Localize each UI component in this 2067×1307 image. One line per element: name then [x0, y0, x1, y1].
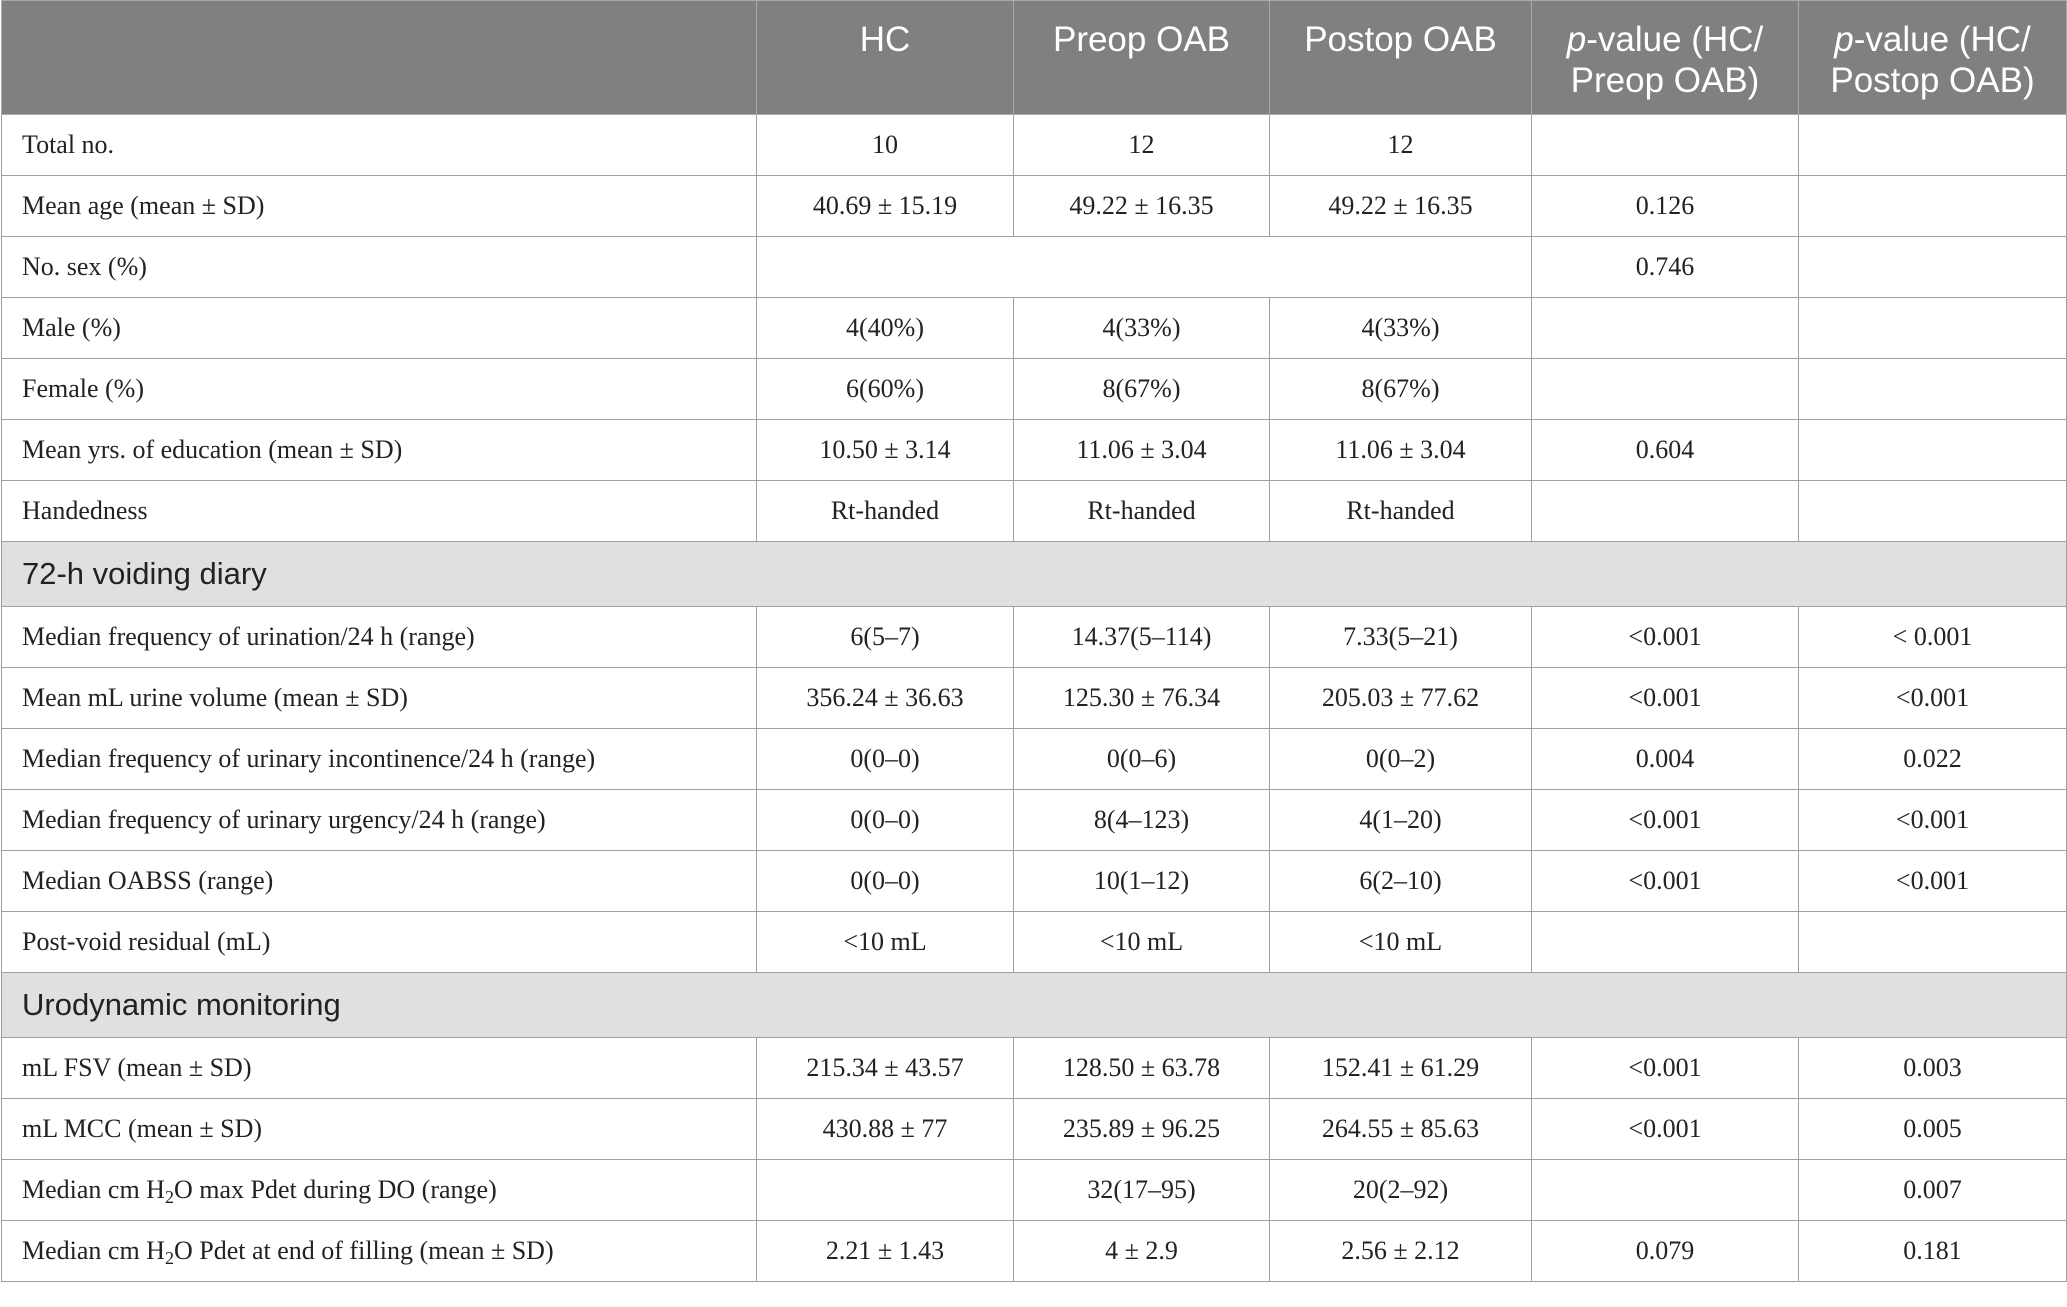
table-row	[2, 298, 2067, 359]
row-label: No. sex (%)	[2, 237, 757, 298]
table-row	[2, 1099, 2067, 1160]
cell-p-preop: 0.079	[1532, 1221, 1799, 1282]
cell-p-postop: <0.001	[1799, 790, 2067, 851]
cell-hc: Rt-handed	[757, 481, 1014, 542]
header-p1-line2: Preop OAB)	[1570, 61, 1760, 100]
cell-p-preop: <0.001	[1532, 790, 1799, 851]
header-row	[2, 1, 2067, 115]
clinical-characteristics-table	[1, 0, 2067, 1282]
cell-p-postop: 0.022	[1799, 729, 2067, 790]
cell-p-preop	[1532, 359, 1799, 420]
cell-postop: 0(0–2)	[1270, 729, 1532, 790]
cell-p-preop: <0.001	[1532, 607, 1799, 668]
cell-preop: 4(33%)	[1014, 298, 1270, 359]
cell-postop: 49.22 ± 16.35	[1270, 176, 1532, 237]
cell-p-preop: 0.604	[1532, 420, 1799, 481]
cell-preop: <10 mL	[1014, 912, 1270, 973]
cell-p-postop: 0.003	[1799, 1038, 2067, 1099]
cell-preop: 32(17–95)	[1014, 1160, 1270, 1221]
label-part: Median cm H	[22, 1175, 165, 1204]
cell-postop: 2.56 ± 2.12	[1270, 1221, 1532, 1282]
cell-p-postop: < 0.001	[1799, 607, 2067, 668]
row-label: Male (%)	[2, 298, 757, 359]
cell-p-preop	[1532, 298, 1799, 359]
cell-p-postop	[1799, 420, 2067, 481]
cell-p-preop	[1532, 481, 1799, 542]
cell-p-preop: <0.001	[1532, 1038, 1799, 1099]
header-postop-oab: Postop OAB	[1270, 1, 1532, 115]
table-row	[2, 420, 2067, 481]
cell-preop: 8(4–123)	[1014, 790, 1270, 851]
cell-preop: 11.06 ± 3.04	[1014, 420, 1270, 481]
cell-preop: 10(1–12)	[1014, 851, 1270, 912]
cell-p-postop	[1799, 237, 2067, 298]
row-label: Handedness	[2, 481, 757, 542]
cell-postop: 20(2–92)	[1270, 1160, 1532, 1221]
cell-preop: 4 ± 2.9	[1014, 1221, 1270, 1282]
cell-preop: 14.37(5–114)	[1014, 607, 1270, 668]
cell-preop: Rt-handed	[1014, 481, 1270, 542]
cell-p-postop	[1799, 359, 2067, 420]
cell-p-postop: <0.001	[1799, 668, 2067, 729]
cell-hc: 0(0–0)	[757, 790, 1014, 851]
cell-postop: 12	[1270, 115, 1532, 176]
cell-hc: 6(5–7)	[757, 607, 1014, 668]
cell-hc: 215.34 ± 43.57	[757, 1038, 1014, 1099]
row-label: mL MCC (mean ± SD)	[2, 1099, 757, 1160]
cell-p-postop	[1799, 115, 2067, 176]
cell-postop: 205.03 ± 77.62	[1270, 668, 1532, 729]
table-row	[2, 115, 2067, 176]
row-label: Mean mL urine volume (mean ± SD)	[2, 668, 757, 729]
header-preop-oab: Preop OAB	[1014, 1, 1270, 115]
table-row	[2, 237, 2067, 298]
table-row	[2, 1038, 2067, 1099]
cell-p-preop: <0.001	[1532, 1099, 1799, 1160]
header-blank	[2, 1, 757, 115]
table-row	[2, 1221, 2067, 1282]
cell-p-postop: <0.001	[1799, 851, 2067, 912]
cell-postop: 8(67%)	[1270, 359, 1532, 420]
cell-p-preop: <0.001	[1532, 851, 1799, 912]
row-label: Female (%)	[2, 359, 757, 420]
section-header-voiding-diary	[2, 542, 2067, 607]
row-label: mL FSV (mean ± SD)	[2, 1038, 757, 1099]
cell-hc: 10	[757, 115, 1014, 176]
cell-preop: 49.22 ± 16.35	[1014, 176, 1270, 237]
cell-hc: 10.50 ± 3.14	[757, 420, 1014, 481]
header-p1-line1: -value (HC/	[1586, 20, 1764, 59]
cell-preop: 12	[1014, 115, 1270, 176]
cell-p-postop	[1799, 481, 2067, 542]
cell-p-postop: 0.181	[1799, 1221, 2067, 1282]
cell-p-postop	[1799, 176, 2067, 237]
subscript-2: 2	[164, 1187, 174, 1207]
header-p2-line1: -value (HC/	[1853, 20, 2031, 59]
row-label: Mean yrs. of education (mean ± SD)	[2, 420, 757, 481]
subscript-2: 2	[164, 1248, 174, 1268]
table-row	[2, 359, 2067, 420]
cell-hc: 0(0–0)	[757, 851, 1014, 912]
cell-postop: 11.06 ± 3.04	[1270, 420, 1532, 481]
header-p-value-hc-postop	[1799, 1, 2067, 115]
cell-preop: 8(67%)	[1014, 359, 1270, 420]
table-row	[2, 668, 2067, 729]
cell-hc: <10 mL	[757, 912, 1014, 973]
row-label	[2, 1160, 757, 1221]
cell-p-preop: 0.004	[1532, 729, 1799, 790]
cell-p-preop: 0.126	[1532, 176, 1799, 237]
cell-postop: Rt-handed	[1270, 481, 1532, 542]
cell-p-postop: 0.007	[1799, 1160, 2067, 1221]
section-header-urodynamic-monitoring	[2, 973, 2067, 1038]
table-row	[2, 1160, 2067, 1221]
cell-postop: 7.33(5–21)	[1270, 607, 1532, 668]
label-part: Median cm H	[22, 1236, 165, 1265]
table-row	[2, 607, 2067, 668]
cell-p-preop	[1532, 115, 1799, 176]
row-label: Median frequency of urinary urgency/24 h (range)	[2, 790, 757, 851]
table-row	[2, 912, 2067, 973]
cell-postop: 4(1–20)	[1270, 790, 1532, 851]
header-p-value-hc-preop	[1532, 1, 1799, 115]
table-row	[2, 790, 2067, 851]
cell-postop: 4(33%)	[1270, 298, 1532, 359]
cell-p-preop: 0.746	[1532, 237, 1799, 298]
cell-p-postop: 0.005	[1799, 1099, 2067, 1160]
row-label: Median OABSS (range)	[2, 851, 757, 912]
cell-postop: <10 mL	[1270, 912, 1532, 973]
cell-p-preop	[1532, 912, 1799, 973]
cell-preop: 128.50 ± 63.78	[1014, 1038, 1270, 1099]
row-label: Median frequency of urinary incontinence/24 h (range)	[2, 729, 757, 790]
cell-hc: 6(60%)	[757, 359, 1014, 420]
cell-p-postop	[1799, 912, 2067, 973]
header-hc: HC	[757, 1, 1014, 115]
cell-hc: 2.21 ± 1.43	[757, 1221, 1014, 1282]
row-label: Median frequency of urination/24 h (range)	[2, 607, 757, 668]
cell-postop: 152.41 ± 61.29	[1270, 1038, 1532, 1099]
label-part: O max Pdet during DO (range)	[173, 1175, 497, 1204]
row-label: Mean age (mean ± SD)	[2, 176, 757, 237]
label-part: O Pdet at end of filling (mean ± SD)	[173, 1236, 554, 1265]
cell-hc	[757, 1160, 1014, 1221]
cell-postop: 6(2–10)	[1270, 851, 1532, 912]
header-p2-line2: Postop OAB)	[1830, 61, 2035, 100]
cell-hc: 4(40%)	[757, 298, 1014, 359]
cell-hc: 430.88 ± 77	[757, 1099, 1014, 1160]
cell-hc: 40.69 ± 15.19	[757, 176, 1014, 237]
cell-merged-empty	[757, 237, 1532, 298]
p-italic: p	[1834, 20, 1854, 59]
p-italic: p	[1566, 20, 1587, 59]
cell-p-preop	[1532, 1160, 1799, 1221]
table-row	[2, 851, 2067, 912]
table-row	[2, 176, 2067, 237]
cell-hc: 356.24 ± 36.63	[757, 668, 1014, 729]
cell-preop: 125.30 ± 76.34	[1014, 668, 1270, 729]
table-row	[2, 729, 2067, 790]
cell-hc: 0(0–0)	[757, 729, 1014, 790]
cell-p-postop	[1799, 298, 2067, 359]
table-row	[2, 481, 2067, 542]
row-label: Total no.	[2, 115, 757, 176]
row-label	[2, 1221, 757, 1282]
section-title: 72-h voiding diary	[2, 542, 2067, 607]
cell-p-preop: <0.001	[1532, 668, 1799, 729]
cell-preop: 0(0–6)	[1014, 729, 1270, 790]
cell-preop: 235.89 ± 96.25	[1014, 1099, 1270, 1160]
section-title: Urodynamic monitoring	[2, 973, 2067, 1038]
row-label: Post-void residual (mL)	[2, 912, 757, 973]
cell-postop: 264.55 ± 85.63	[1270, 1099, 1532, 1160]
